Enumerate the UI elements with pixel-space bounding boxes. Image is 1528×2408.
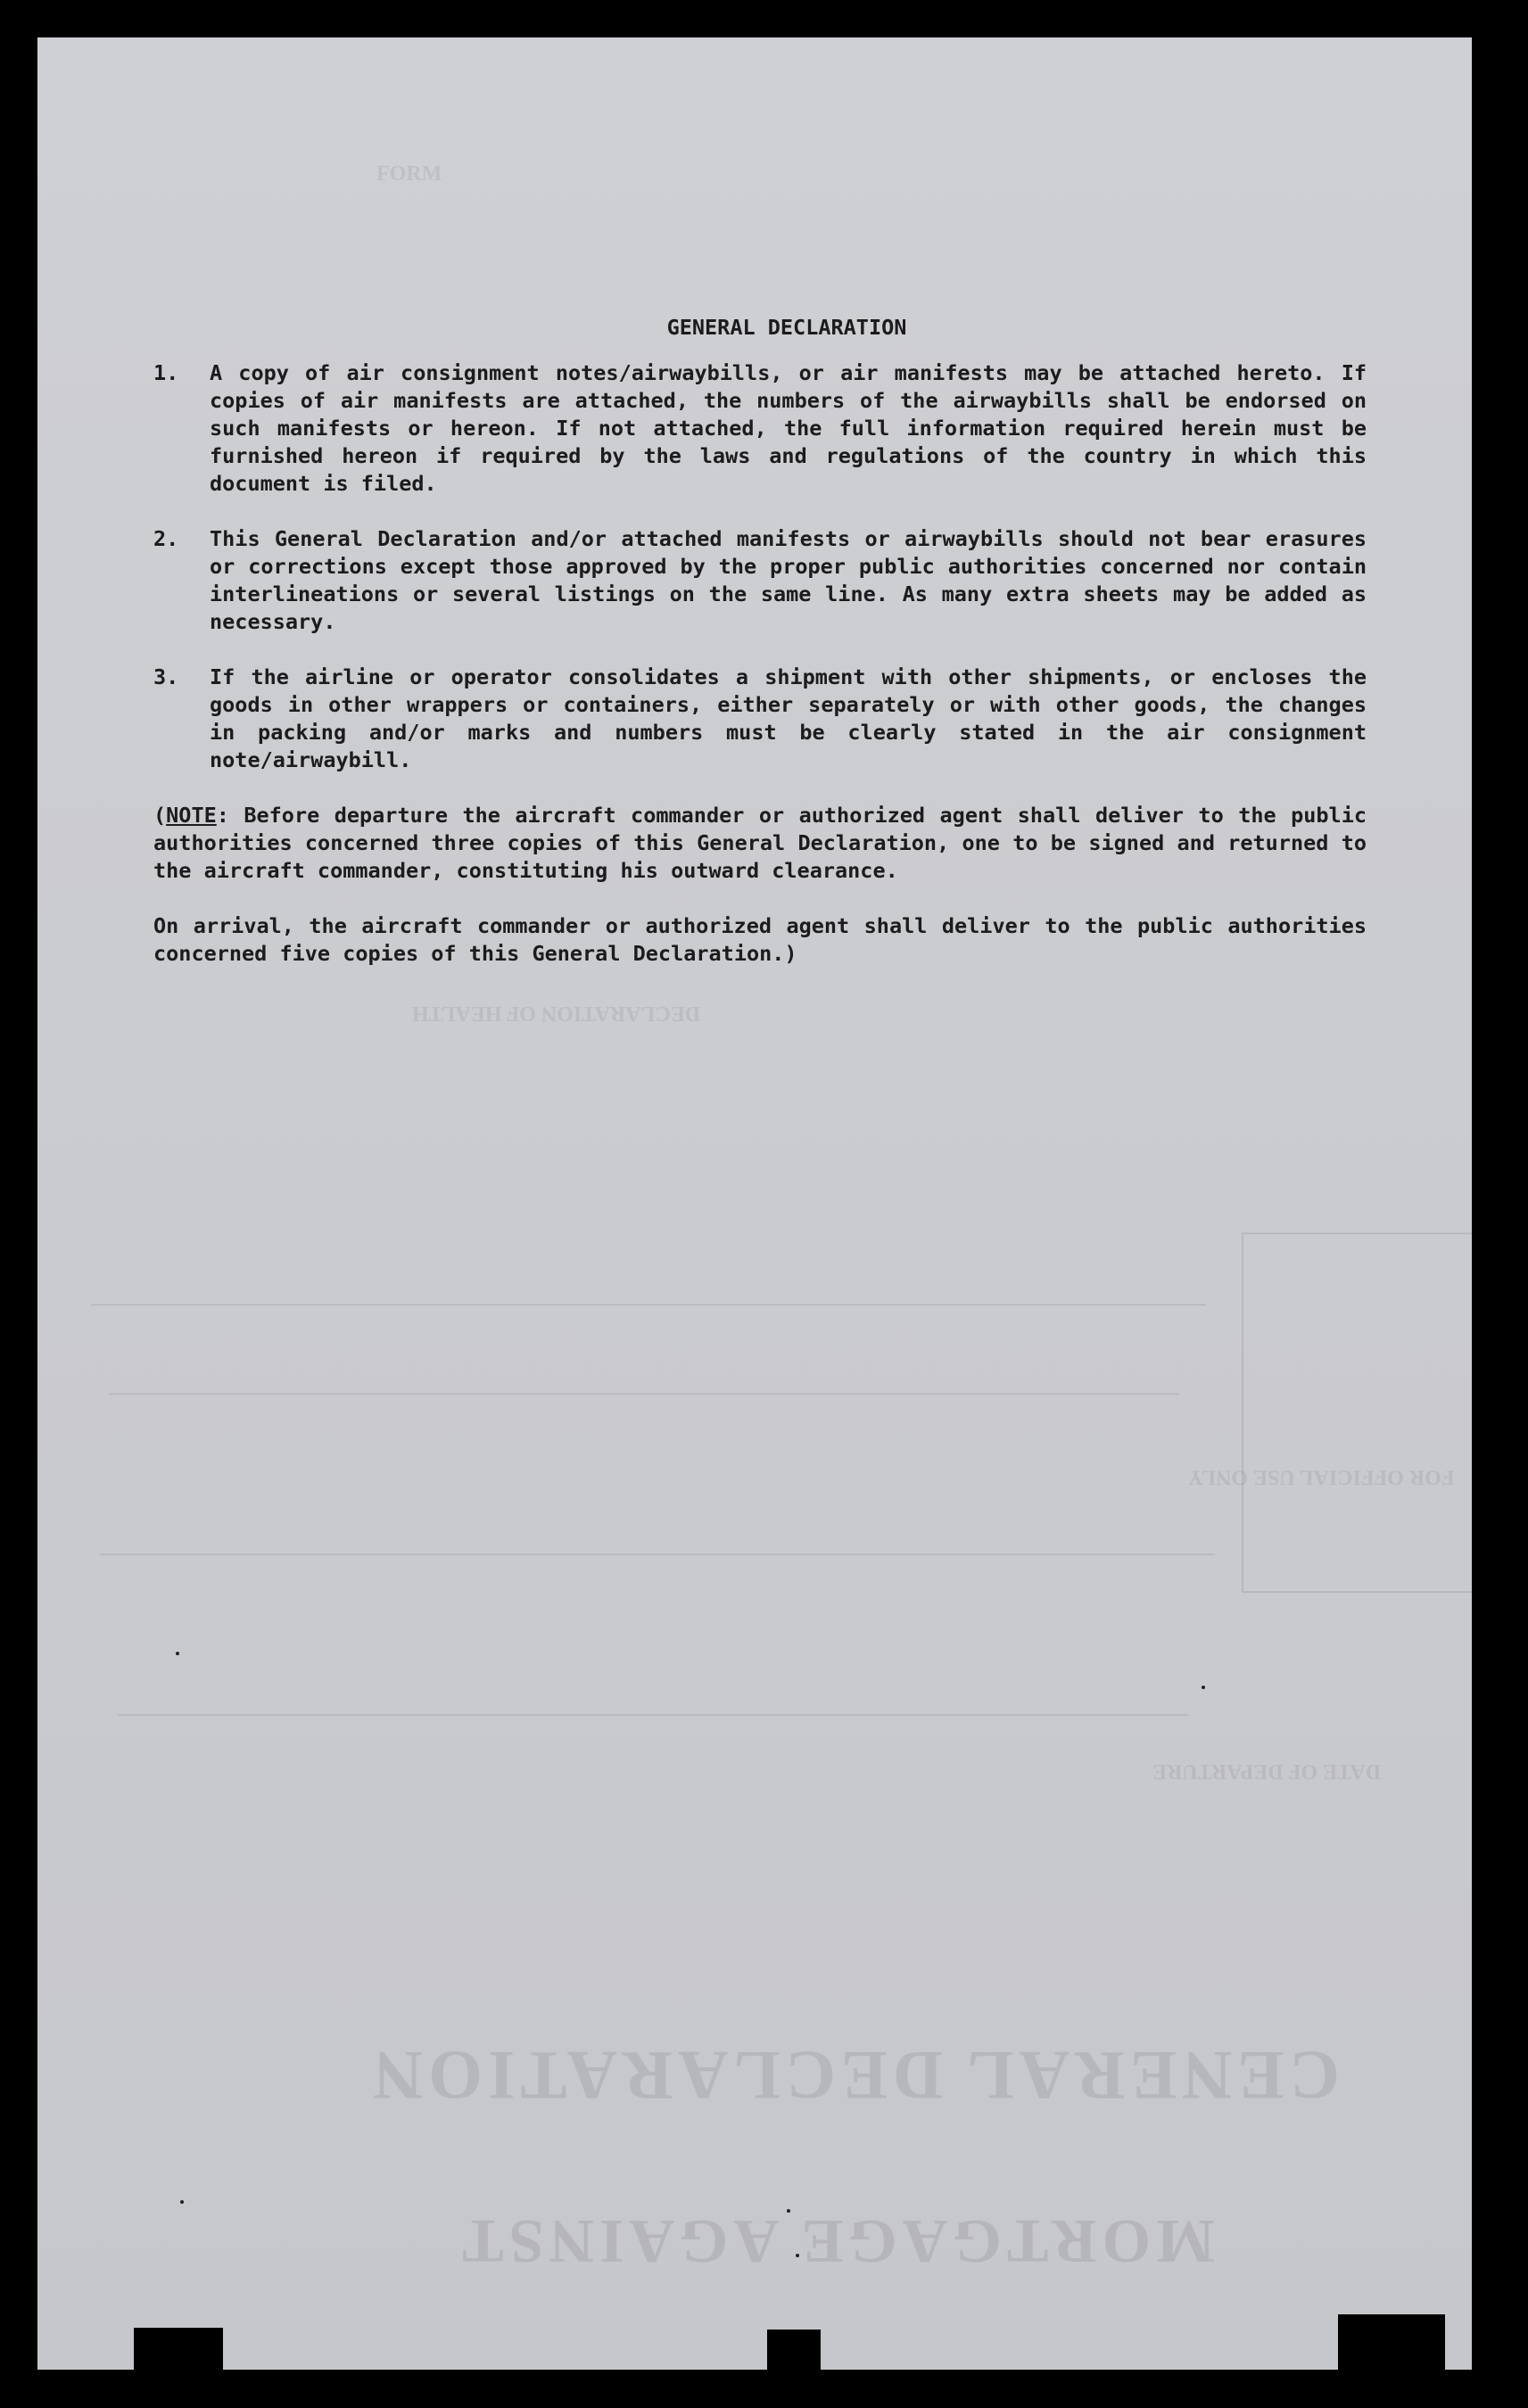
bleed-through-box [1242,1233,1472,1593]
departure-note [153,802,1367,885]
bleed-through-line [118,1714,1188,1716]
speck [796,2254,799,2257]
item-number: 3. [153,664,179,689]
speck [787,2209,790,2213]
binding-tab [767,2330,821,2374]
bleed-through-line [109,1393,1179,1395]
declaration-text-block [153,314,1367,968]
bleed-through-line [91,1304,1206,1306]
note-paren: ( [153,803,167,828]
list-item [153,525,1367,636]
document-page [37,37,1472,2370]
item-text: If the airline or operator consolidates a shipment with other shipments, or encloses the goods in other wrappers or containers, either separately or with other goods, the changes in packing and/or marks and numbers must be clearly stated in the air consignment note/airwaybill. [210,664,1367,772]
bleed-through-text: FORM [376,162,442,186]
speck [1202,1686,1205,1689]
item-text: A copy of air consignment notes/airwaybills, or air manifests may be attached hereto. If copies of air manifests are attached, the numbers of the airwaybills shall be endorsed on such manifests or hereon. If not attached, the full information required herein must be furnished hereon if required by the laws and regulations of the country in which this document is filed. [210,360,1367,496]
list-item [153,664,1367,774]
bleed-through-text: MORTGAGE AGAINST [457,2206,1216,2275]
instruction-list [153,359,1367,774]
speck [176,1652,179,1655]
list-item [153,359,1367,498]
bleed-through-text: FOR OFFICIAL USE ONLY [1188,1465,1455,1489]
binding-tab [1338,2314,1445,2372]
note-text: : Before departure the aircraft commander or authorized agent shall deliver to the public authorities concerned three copies of this General Declaration, one to be signed and returned to the aircraft commander, constituting his outward clearance. [153,803,1367,883]
note-label: NOTE [166,803,217,828]
bleed-through-text: DECLARATION OF HEALTH [412,1002,701,1025]
page-title: GENERAL DECLARATION [666,315,907,340]
arrival-note: On arrival, the aircraft commander or authorized agent shall deliver to the public authorities concerned five copies of this General Declaration.) [153,913,1367,966]
bleed-through-text: DATE OF DEPARTURE [1152,1760,1382,1783]
speck [180,2200,184,2204]
item-text: This General Declaration and/or attached manifests or airwaybills should not bear erasures or corrections except those approved by the proper public authorities concerned nor contain interlineations or several listings on the same line. As many extra sheets may be added as necessary. [210,526,1367,634]
item-number: 1. [153,360,179,385]
binding-tab [134,2328,223,2372]
item-number: 2. [153,526,179,551]
bleed-through-line [100,1554,1215,1555]
bleed-through-text: CENERAL DECLARATION [368,2037,1340,2115]
